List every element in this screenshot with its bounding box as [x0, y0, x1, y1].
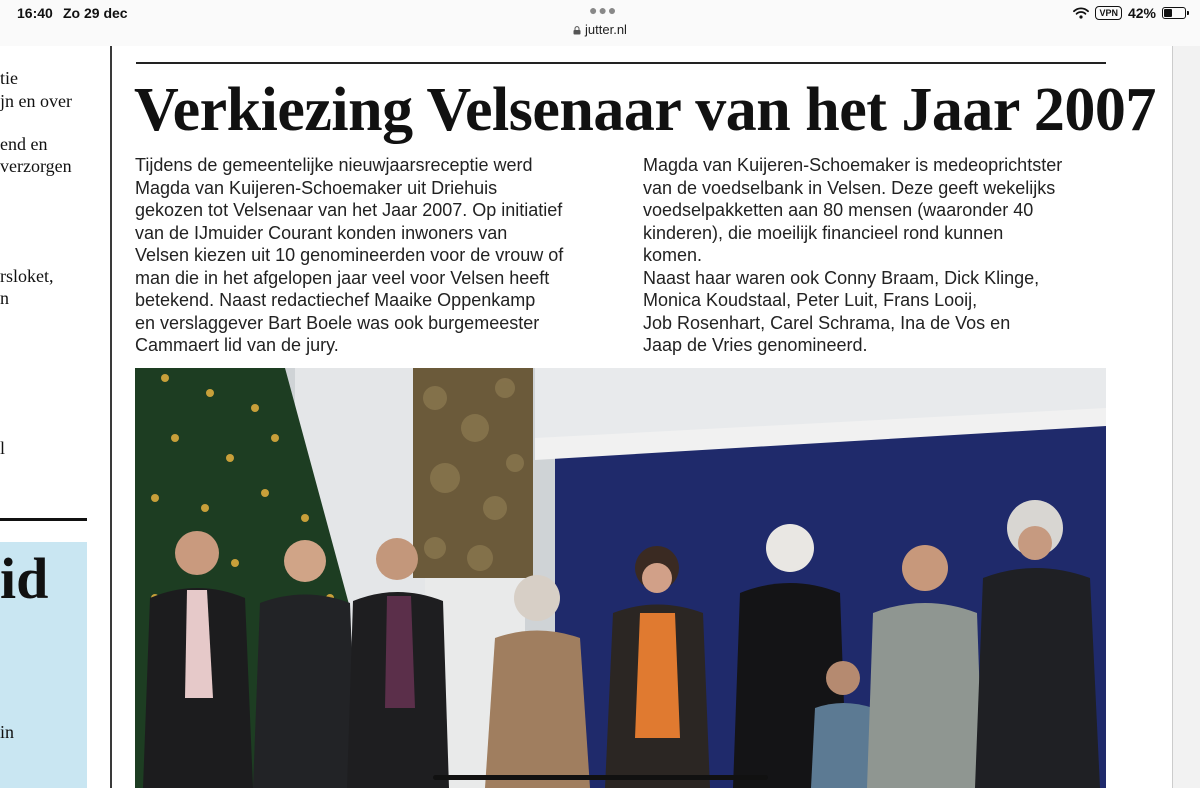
left-column	[0, 46, 110, 788]
status-date: Zo 29 dec	[63, 5, 128, 21]
left-text-line: n	[0, 288, 9, 308]
article-paragraph-2: Magda van Kuijeren-Schoemaker is medeoprichtster van de voedselbank in Velsen. Deze geeft wekelijks voedselpakketten aan 80 mensen (waaronder 40 kinderen), die moeilijk financieel rond kunnen komen. Naast haar waren ook Conny Braam, Dick Klinge, Monica Koudstaal, Peter Luit, Frans Looij, Job Rosenhart, Carel Schrama, Ina de Vos en Jaap de Vries genomineerd.	[643, 155, 1063, 355]
more-dots-icon[interactable]: ●●●	[589, 2, 618, 18]
left-box-heading: id	[0, 546, 49, 611]
photo-illustration	[135, 368, 1106, 788]
headline-rule	[136, 62, 1106, 64]
vpn-icon: VPN	[1095, 6, 1122, 20]
left-text-line: verzorgen	[0, 156, 72, 176]
battery-icon	[1162, 7, 1186, 19]
article-column-left	[135, 154, 605, 357]
url-text: jutter.nl	[585, 22, 627, 37]
lock-icon	[573, 26, 581, 35]
left-text-line: l	[0, 438, 6, 458]
right-gutter	[1172, 46, 1200, 788]
battery-fill	[1164, 9, 1172, 17]
article-page	[112, 46, 1172, 788]
wifi-icon	[1073, 7, 1089, 19]
left-info-box	[0, 542, 87, 788]
article-headline: Verkiezing Velsenaar van het Jaar 2007	[134, 76, 1156, 144]
address-bar[interactable]	[0, 22, 1200, 37]
left-divider	[0, 518, 87, 521]
article-paragraph-1: Tijdens de gemeentelijke nieuwjaarsreceptie werd Magda van Kuijeren-Schoemaker uit Driehuis gekozen tot Velsenaar van het Jaar 2007. Op initiatief van de IJmuider Courant konden inwoners van Velsen kiezen uit 10 genomineerden voor de vrouw of man die in het afgelopen jaar veel voor Velsen heeft betekend. Naast redactiechef Maaike Oppenkamp en verslaggever Bart Boele was ook burgemeester Cammaert lid van de jury.	[135, 155, 564, 355]
left-text-line: rsloket,	[0, 266, 54, 286]
home-indicator[interactable]	[433, 775, 768, 780]
status-bar	[0, 0, 1200, 46]
battery-percent: 42%	[1127, 5, 1156, 21]
left-text-line: jn en over	[0, 91, 72, 111]
article-column-right	[643, 154, 1113, 357]
status-time: 16:40	[17, 5, 53, 21]
article-photo	[135, 368, 1106, 788]
left-text-line: end en	[0, 134, 48, 154]
left-box-text: in	[0, 722, 15, 742]
left-text-line: tie	[0, 68, 18, 88]
